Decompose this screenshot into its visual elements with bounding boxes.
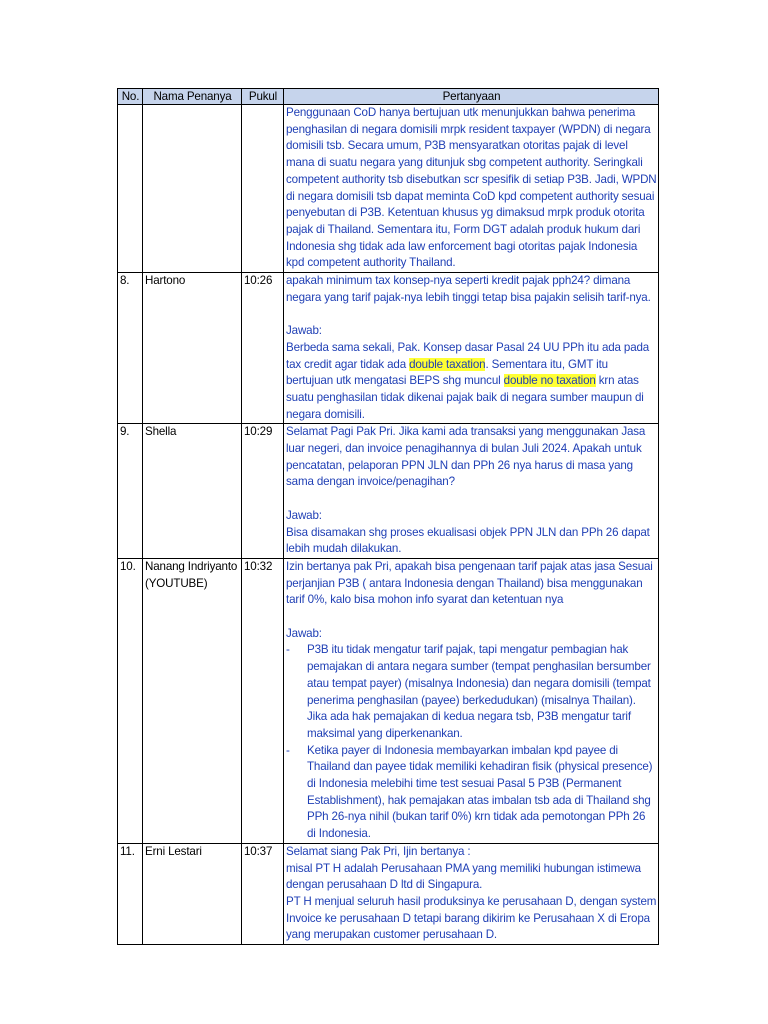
jawab-label: Jawab:	[286, 508, 322, 522]
jawab-label: Jawab:	[286, 324, 322, 338]
question-cell	[284, 273, 659, 424]
asker-name: Nanang Indriyanto (YOUTUBE)	[143, 558, 242, 843]
header-question: Pertanyaan	[284, 89, 659, 105]
asked-time: 10:32	[242, 558, 284, 843]
highlight-double-no-taxation: double no taxation	[503, 374, 596, 388]
question-cell	[284, 558, 659, 843]
answer-text	[284, 105, 659, 273]
asker-name: Erni Lestari	[143, 843, 242, 944]
row-number: 9.	[118, 424, 143, 559]
answer-paragraph: Penggunaan CoD hanya bertujuan utk menunjukkan bahwa penerima penghasilan di negara domisili mrpk resident taxpayer (WPDN) di negara domisili tsb. Secara umum, P3B mensyaratkan otoritas pajak di level mana di suatu negara yang ditunjuk sbg competent authority. Seringkali competent authority tsb disebutkan scr spesifik di setiap P3B. Jadi, WPDN di negara domisili tsb dapat meminta CoD kpd competent authority sesuai penyebutan di P3B. Ketentuan khusus yg dimaksud mrpk produk otorita pajak di Thailand. Sementara itu, Form DGT adalah produk hukum dari Indonesia shg tidak ada law enforcement bagi otoritas pajak Indonesia kpd competent authority Thailand.	[286, 106, 657, 270]
answer-text: Berbeda sama sekali, Pak. Konsep dasar Pasal 24 UU PPh itu ada pada tax credit agar tidak ada double taxation. Sementara itu, GMT itu bertujuan utk mengatasi BEPS shg muncul double no taxation krn atas suatu penghasilan tidak dikenai pajak baik di negara sumber maupun di negara domisili.	[286, 340, 650, 421]
table-row	[118, 424, 659, 559]
row-number: 11.	[118, 843, 143, 944]
table-row	[118, 558, 659, 843]
list-item: - Ketika payer di Indonesia membayarkan imbalan kpd payee di Thailand dan payee tidak memiliki kehadiran fisik (physical presence) di Indonesia melebihi time test sesuai Pasal 5 P3B (Permanent Establishment), hak pemajakan atas imbalan tsb ada di Thailand shg PPh 26-nya nihil (bukan tarif 0%) krn tidak ada pemotongan PPh 26 di Indonesia.	[286, 743, 657, 843]
row-number: 8.	[118, 273, 143, 424]
list-item: - P3B itu tidak mengatur tarif pajak, tapi mengatur pembagian hak pemajakan di antara negara sumber (tempat penghasilan bersumber atau tempat payer) (misalnya Indonesia) dan negara domisili (tempat penerima penghasilan (payee) berkedudukan) (misalnya Thailan). Jika ada hak pemajakan di kedua negara tsb, P3B mengatur tarif maksimal yang diperkenankan.	[286, 642, 657, 742]
table-row	[118, 843, 659, 944]
row-number: 10.	[118, 558, 143, 843]
question-line: Selamat siang Pak Pri, Ijin bertanya :	[286, 844, 471, 858]
question-line: misal PT H adalah Perusahaan PMA yang memiliki hubungan istimewa dengan perusahaan D ltd di Singapura.	[286, 861, 641, 892]
asked-time	[242, 105, 284, 273]
header-time: Pukul	[242, 89, 284, 105]
question-text: apakah minimum tax konsep-nya seperti kredit pajak pph24? dimana negara yang tarif pajak-nya lebih tinggi tetap bisa pajakin selisih tarif-nya.	[286, 274, 651, 304]
asker-name	[143, 105, 242, 273]
highlight-double-taxation: double taxation	[409, 357, 486, 371]
asker-name: Hartono	[143, 273, 242, 424]
table-row	[118, 273, 659, 424]
question-line: PT H menjual seluruh hasil produksinya ke perusahaan D, dengan system Invoice ke perusahaan D tetapi barang dikirim ke Perusahaan X di Eropa yang merupakan customer perusahaan D.	[286, 895, 657, 942]
question-text: Izin bertanya pak Pri, apakah bisa pengenaan tarif pajak atas jasa Sesuai perjanjian P3B ( antara Indonesia dengan Thailand) bisa menggunakan tarif 0%, kalo bisa mohon info syarat dan ketentuan nya	[286, 559, 653, 607]
question-cell	[284, 424, 659, 559]
question-cell	[284, 843, 659, 944]
header-row	[118, 89, 659, 105]
row-number	[118, 105, 143, 273]
header-no: No.	[118, 89, 143, 105]
asked-time: 10:26	[242, 273, 284, 424]
question-text: Selamat Pagi Pak Pri. Jika kami ada transaksi yang menggunakan Jasa luar negeri, dan invoice penagihannya di bulan Juli 2024. Apakah untuk pencatatan, pelaporan PPN JLN dan PPh 26 nya harus di masa yang sama dengan invoice/penagihan?	[286, 425, 646, 489]
answer-text: Bisa disamakan shg proses ekualisasi objek PPN JLN dan PPh 26 dapat lebih mudah dilakukan.	[286, 525, 650, 556]
asked-time: 10:29	[242, 424, 284, 559]
answer-list	[286, 642, 657, 842]
jawab-label: Jawab:	[286, 626, 322, 640]
header-name: Nama Penanya	[143, 89, 242, 105]
asker-name: Shella	[143, 424, 242, 559]
qa-table	[117, 88, 659, 945]
table-row	[118, 105, 659, 273]
asked-time: 10:37	[242, 843, 284, 944]
